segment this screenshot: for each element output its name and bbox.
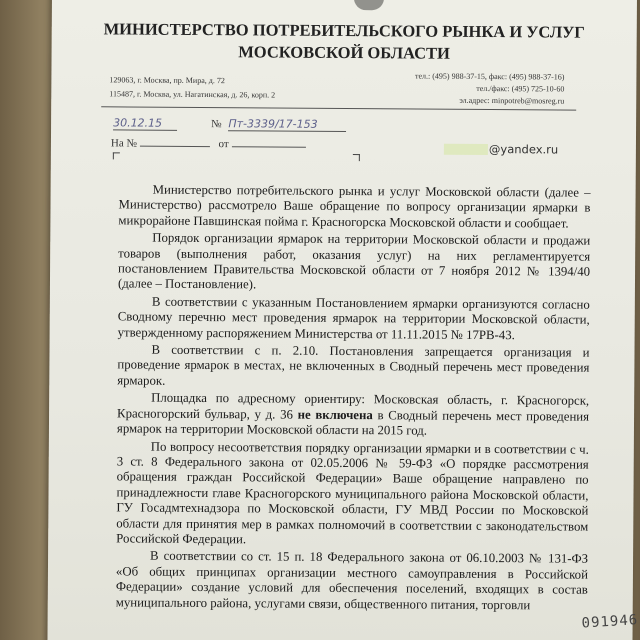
paragraph-4: В соответствии с п. 2.10. Постановления запрещается организация и проведение ярмарок в местах, не включенных в Сводный перечень мест проведения ярмарок. (117, 342, 590, 388)
outgoing-date (113, 116, 177, 130)
recipient-email-suffix: @yandex.ru (488, 142, 559, 157)
registration-stamp-number: 091946 (581, 612, 639, 632)
letter-page (47, 0, 637, 640)
contact-phone-fax: тел.: (495) 988-37-15, факс: (495) 988-37-16) (414, 71, 565, 82)
in-reply-label: На № (110, 137, 138, 150)
paragraph-3: В соответствии с указанным Постановлением ярмарки организуются согласно Сводному перечню мест проведения ярмарок на территории Московской области, утвержденному распоряжением Министерства от 11.11.2015 № 17РВ-43. (117, 294, 590, 342)
paragraph-5 (117, 391, 589, 441)
paragraph-7: В соответствии со ст. 15 п. 18 Федерального закона от 06.10.2003 № 131-ФЗ «Об общих принципах организации местного самоуправления в Российской Федерации» создание условий для обеспечения поселений, входящих в состав муниципального района, услугами связи, общественного питания, торговли (115, 549, 589, 612)
contact-details (389, 70, 564, 107)
redaction-mark (444, 144, 488, 155)
coat-of-arms-emblem (354, 0, 384, 10)
ministry-title-line2: МОСКОВСКОЙ ОБЛАСТИ (238, 42, 450, 63)
address-line-2: 115487, г. Москва, ул. Нагатинская, д. 26, корп. 2 (109, 89, 276, 100)
postal-addresses (109, 73, 275, 102)
outgoing-number (211, 117, 346, 132)
corner-bracket-right (353, 154, 360, 161)
paragraph-6: По вопросу несоответствия порядку организации ярмарки и в соответствии с ч. 3 ст. 8 Федерального закона от 02.05.2006 № 59-ФЗ «О порядке рассмотрения обращения граждан Российской Федерации» Ваше обращение направлено по принадлежности главе Красногорского муниципального района Московской области, ГУ Госадмтехнадзора по Московской области, ГУ МВД России по Московской области для принятия мер в рамках полномочий в соответствии с законодательством Российской Федерации. (116, 439, 589, 547)
in-reply-blank (140, 146, 210, 147)
number-label: № (211, 118, 222, 131)
date-handwritten: 30.12.15 (113, 116, 177, 130)
corner-bracket-left (113, 152, 120, 159)
address-line-1: 129063, г. Москва, пр. Мира, д. 72 (109, 75, 225, 86)
from-label: от (218, 138, 229, 151)
contact-phone-fax-2: тел./факс: (495) 725-10-60 (476, 83, 565, 94)
in-reply-row (111, 137, 306, 150)
recipient-email (444, 142, 558, 157)
contact-email: эл.адрес: minpotreb@mosreg.ru (459, 95, 565, 106)
paragraph-5-end: в Сводный перечень мест проведения ярмарок на территории Московской области на 2015 год. (116, 407, 590, 438)
ministry-title-line1: МИНИСТЕРСТВО ПОТРЕБИТЕЛЬСКОГО РЫНКА И УСЛУГ (103, 19, 585, 42)
from-blank (231, 146, 305, 148)
ministry-header (52, 18, 637, 66)
paragraph-5-start: Площадка по адресному ориентиру: Московская область, г. Красногорск, Красногорский бульвар, у д. 36 (117, 390, 590, 422)
paragraph-1: Министерство потребительского рынка и услуг Московской области (далее – Министерство) рассмотрело Ваше обращение по вопросу организации ярмарки в микрорайоне Павшинская пойма г. Красногорска Московской области и сообщает. (118, 182, 591, 231)
letter-body (116, 182, 591, 613)
paragraph-5-bold: не включена (297, 407, 373, 422)
number-handwritten: Пт-3339/17-153 (228, 117, 346, 132)
paragraph-2: Порядок организации ярмарок на территории Московской области и продажи товаров (выполнения работ, оказания услуг) на них регламентируется постановлением Правительства Московской области от 7 ноября 2012 № 1394/40 (далее – Постановление). (117, 230, 591, 292)
